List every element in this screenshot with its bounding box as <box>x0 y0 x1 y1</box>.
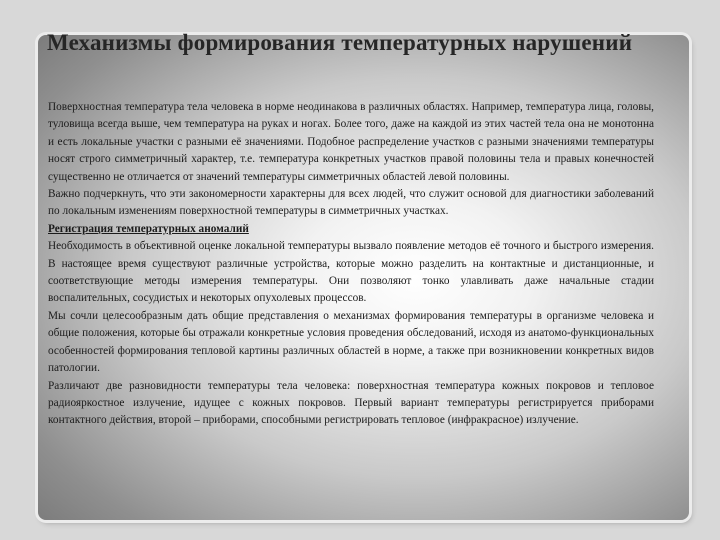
slide-title: Механизмы формирования температурных нарушений <box>47 30 633 55</box>
paragraph: Необходимость в объективной оценке локальной температуры вызвало появление методов её точного и быстрого измерения. В настоящее время существуют различные устройства, которые можно разделить на контактные и дистанционные, и соответствующие методы измерения температуры. Они позволяют тонко улавливать даже начальные стадии воспалительных, сосудистых и некоторых опухолевых процессов. <box>48 240 654 305</box>
slide-body <box>48 99 654 430</box>
paragraph: Поверхностная температура тела человека в норме неодинакова в различных областях. Например, температура лица, головы, туловища всегда выше, чем температура на руках и ногах. Более того, даже на каждой из этих частей тела она не монотонна и есть локальные участки с разными её значениями. Подобное распределение участков с разными значениями температуры носят строго симметричный характер, т.е. температура конкретных участков правой половины тела и правых конечностей существенно не отличается от значений температуры симметричных областей левой половины. <box>48 101 654 183</box>
section-heading: Регистрация температурных аномалий <box>48 222 249 235</box>
paragraph: Важно подчеркнуть, что эти закономерности характерны для всех людей, что служит основой для диагностики заболеваний по локальным изменениям поверхностной температуры в симметричных участках. <box>48 188 654 218</box>
paragraph: Мы сочли целесообразным дать общие представления о механизмах формирования температуры в организме человека и общие положения, которые бы отражали конкретные условия проведения обследований, исходя из анатомо-функциональных особенностей формирования тепловой картины различных областей в норме, а также при возникновении конкретных видов патологии. <box>48 309 654 375</box>
paragraph: Различают две разновидности температуры тела человека: поверхностная температура кожных покровов и тепловое радиояркостное излучение, идущее с кожных покровов. Первый вариант температуры регистрируется приборами контактного действия, второй – приборами, способными регистрировать тепловое (инфракрасное) излучение. <box>48 379 654 427</box>
